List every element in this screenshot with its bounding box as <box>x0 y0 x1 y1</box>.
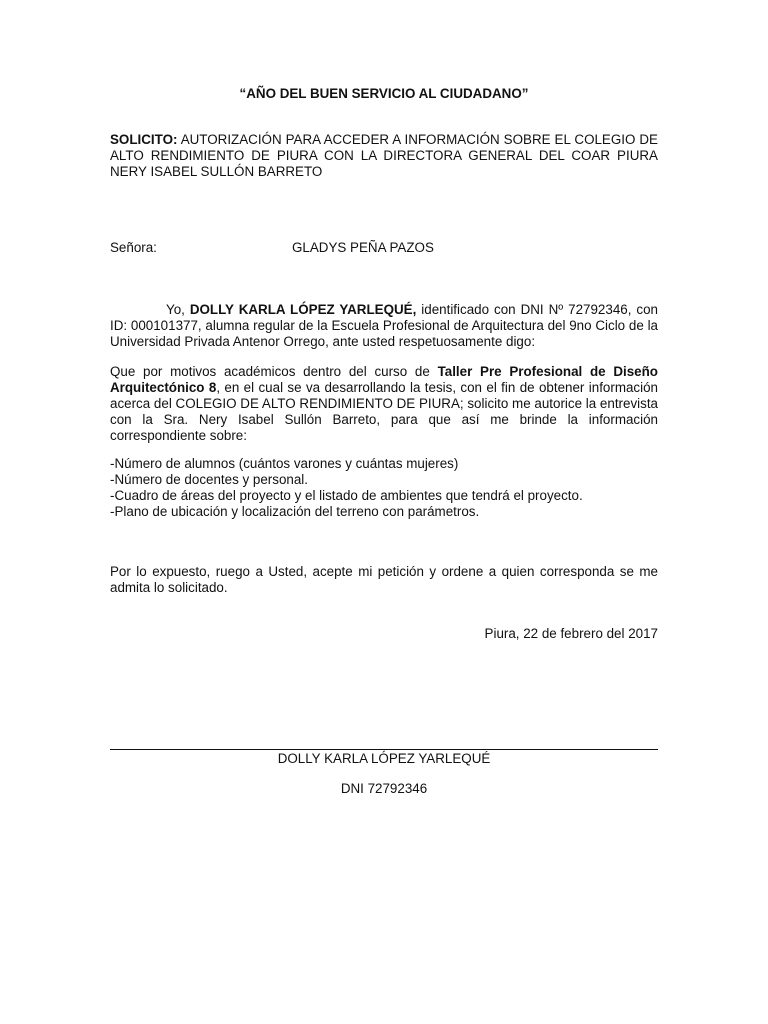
salutation: Señora: <box>110 240 157 255</box>
signature-name: DOLLY KARLA LÓPEZ YARLEQUÉ <box>277 751 491 766</box>
solicito-paragraph <box>110 132 658 180</box>
request-list <box>110 456 658 520</box>
course-name: Taller Pre Profesional de Diseño Arquitectónico 8 <box>110 364 658 395</box>
list-item: -Cuadro de áreas del proyecto y el listado de ambientes que tendrá el proyecto. <box>110 488 583 503</box>
list-item: -Plano de ubicación y localización del terreno con parámetros. <box>110 504 480 519</box>
motivos-part2: , en el cual se va desarrollando la tesis, con el fin de obtener información acerca del COLEGIO DE ALTO RENDIMIENTO DE PIURA; solicito me autorice la entrevista con la Sra. Nery Isabel Sullón Barreto, para que así me brinde la información correspondiente sobre: <box>110 380 658 443</box>
intro-paragraph <box>110 302 658 350</box>
motivos-part1: Que por motivos académicos dentro del curso de <box>110 364 438 379</box>
signature-line <box>110 749 658 750</box>
motivos-paragraph <box>110 364 658 444</box>
solicito-label: SOLICITO: <box>110 132 178 147</box>
solicito-text: AUTORIZACIÓN PARA ACCEDER A INFORMACIÓN SOBRE EL COLEGIO DE ALTO RENDIMIENTO DE PIURA CON LA DIRECTORA GENERAL DEL COAR PIURA NERY ISABEL SULLÓN BARRETO <box>110 132 658 179</box>
applicant-name: DOLLY KARLA LÓPEZ YARLEQUÉ, <box>189 302 417 317</box>
list-item: -Número de docentes y personal. <box>110 472 308 487</box>
place-date: Piura, 22 de febrero del 2017 <box>484 626 658 641</box>
recipient-name: GLADYS PEÑA PAZOS <box>292 240 434 255</box>
closing-paragraph <box>110 564 658 596</box>
signature-dni: DNI 72792346 <box>340 781 428 796</box>
intro-rest: identificado con DNI Nº 72792346, con ID: 000101377, alumna regular de la Escuela Profesional de Arquitectura del 9no Ciclo de la Universidad Privada Antenor Orrego, ante usted respetuosamente digo: <box>110 302 659 349</box>
closing-text: Por lo expuesto, ruego a Usted, acepte mi petición y ordene a quien corresponda se me admita lo solicitado. <box>110 564 658 595</box>
intro-lead: Yo, <box>166 302 190 317</box>
document-heading: “AÑO DEL BUEN SERVICIO AL CIUDADANO” <box>239 86 529 101</box>
list-item: -Número de alumnos (cuántos varones y cuántas mujeres) <box>110 456 459 471</box>
